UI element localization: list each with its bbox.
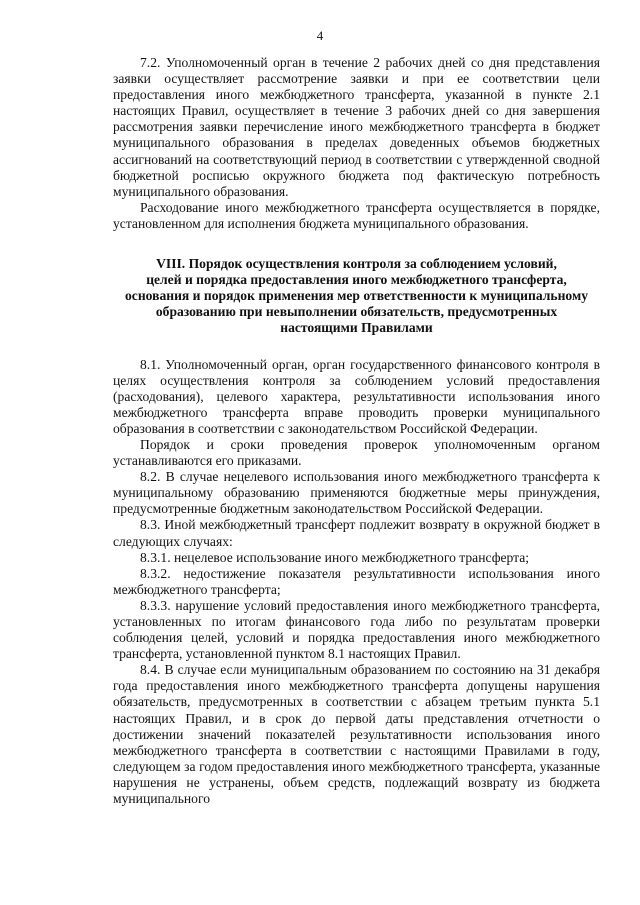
- paragraph-8-3-2: 8.3.2. недостижение показателя результативности использования иного межбюджетного трансферта;: [113, 565, 600, 597]
- paragraph-inspection-order: Порядок и сроки проведения проверок уполномоченным органом устанавливаются его приказами.: [113, 436, 600, 469]
- section-heading-line: VIII. Порядок осуществления контроля за соблюдением условий,: [156, 256, 557, 272]
- section-heading-viii: [113, 256, 600, 336]
- paragraph-spending-order: Расходование иного межбюджетного трансферта осуществляется в порядке, установленном для исполнения бюджета муниципального образования.: [113, 199, 600, 231]
- section-heading-line: образованию при невыполнении обязательств, предусмотренных: [155, 304, 558, 320]
- paragraph-8-3-3: 8.3.3. нарушение условий предоставления иного межбюджетного трансферта, установленных по итогам финансового года либо по результатам проверки соблюдения целей, условий и порядка предоставления иного межбюджетного трансферта, установленной пунктом 8.1 настоящих Правил.: [113, 597, 600, 662]
- paragraph-7-2: 7.2. Уполномоченный орган в течение 2 рабочих дней со дня представления заявки осуществляет рассмотрение заявки и при ее соответствии цели предоставления иного межбюджетного трансферта, указанной в пункте 2.1 настоящих Правил, осуществляет в течение 3 рабочих дней со дня завершения рассмотрения заявки перечисление иного межбюджетного трансферта в бюджет муниципального образования в пределах доведенных объемов бюджетных ассигнований на соответствующий период в соответствии с утвержденной сводной бюджетной росписью окружного бюджета под фактическую потребность муниципального образования.: [113, 55, 600, 199]
- paragraph-8-2: 8.2. В случае нецелевого использования иного межбюджетного трансферта к муниципальному образованию применяются бюджетные меры принуждения, предусмотренные бюджетным законодательством Российской Федерации.: [113, 469, 600, 517]
- section-heading-line: основания и порядок применения мер ответственности к муниципальному: [124, 288, 589, 304]
- page-number: 4: [316, 28, 324, 43]
- paragraph-8-4: 8.4. В случае если муниципальным образованием по состоянию на 31 декабря года предоставления иного межбюджетного трансферта допущены нарушения обязательств, предусмотренных в соответствии с абзацем третьим пункта 5.1 настоящих Правил, и в срок до первой даты представления отчетности о достижении значений показателей результативности использования иного межбюджетного трансферта в соответствии с настоящими Правилами в году, следующем за годом предоставления иного межбюджетного трансферта, указанные нарушения не устранены, объем средств, подлежащий возврату из бюджета муниципального: [113, 662, 600, 807]
- document-body: [113, 55, 600, 807]
- paragraph-8-3-1: 8.3.1. нецелевое использование иного межбюджетного трансферта;: [140, 549, 530, 565]
- section-heading-line: целей и порядка предоставления иного межбюджетного трансферта,: [146, 272, 567, 288]
- section-heading-line: настоящими Правилами: [280, 320, 433, 336]
- paragraph-8-3: 8.3. Иной межбюджетный трансферт подлежит возврату в окружной бюджет в следующих случаях:: [113, 517, 600, 549]
- paragraph-8-1: 8.1. Уполномоченный орган, орган государственного финансового контроля в целях осуществления контроля за соблюдением условий предоставления (расходования), целевого характера, результативности использования иного межбюджетного трансферта вправе проводить проверки муниципального образования в соответствии с законодательством Российской Федерации.: [113, 356, 600, 436]
